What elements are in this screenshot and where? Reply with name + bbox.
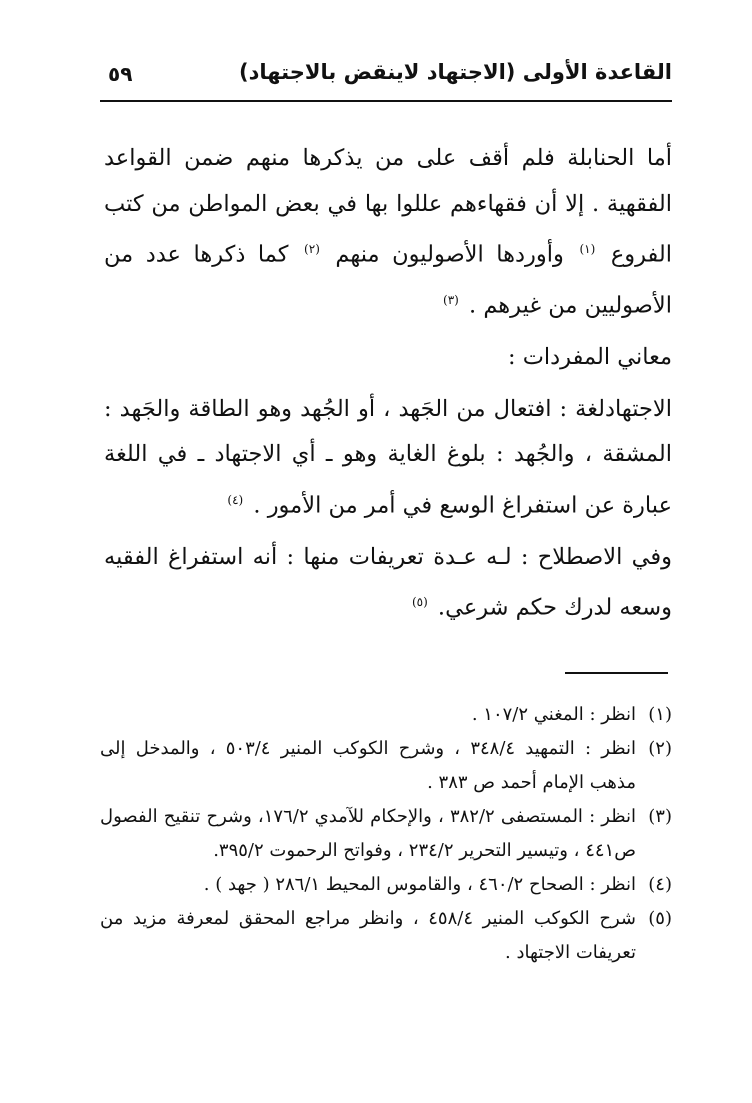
footnote-text: انظر : الصحاح ٤٦٠/٢ ، والقاموس المحيط ٢٨٦/١ ( جهد ) . [203, 874, 636, 895]
footnote-ref-5: (٥) [411, 595, 428, 609]
footnote-ref-2: (٢) [304, 242, 320, 256]
paragraph-language [104, 387, 672, 529]
footnote [100, 698, 672, 732]
footnote-number: (٣) [648, 806, 672, 827]
page-header [100, 58, 672, 94]
footnote-text: انظر : المغني ١٠٧/٢ . [471, 704, 636, 725]
footnote-ref-1: (١) [579, 242, 596, 256]
footnote-text: شرح الكوكب المنير ٤٥٨/٤ ، وانظر مراجع المحقق لمعرفة مزيد من تعريفات الاجتهاد . [100, 908, 636, 963]
footnote-separator [565, 672, 668, 674]
paragraph-text: وفي الاصطلاح : لـه عـدة تعريفات منها : أنه استفراغ الفقيه وسعه لدرك حكم شرعي. [104, 543, 672, 621]
footnote-ref-3: (٣) [443, 293, 459, 307]
footnote [100, 800, 672, 868]
paragraph-text: الاجتهادلغة : افتعال من الجَهد ، أو الجُهد وهو الطاقة والجَهد : المشقة ، والجُهد : بلوغ الغاية وهو ـ أي الاجتهاد ـ في اللغة عبارة عن استفراغ الوسع في أمر من الأمور . [104, 395, 672, 518]
footnote [100, 902, 672, 970]
footnote-number: (١) [648, 704, 672, 725]
footnote-number: (٢) [648, 738, 672, 759]
footnote-text: انظر : التمهيد ٣٤٨/٤ ، وشرح الكوكب المنير ٥٠٣/٤ ، والمدخل إلى مذهب الإمام أحمد ص ٣٨٣ . [100, 738, 637, 793]
section-heading: معاني المفردات : [507, 344, 672, 370]
main-text [104, 136, 672, 631]
footnotes [100, 698, 672, 970]
header-rule [100, 100, 672, 102]
footnote-number: (٤) [648, 874, 672, 895]
page-number: ٥٩ [108, 62, 133, 86]
paragraph-hanabila [104, 136, 672, 329]
footnote [100, 732, 672, 800]
footnote-text: انظر : المستصفى ٣٨٢/٢ ، والإحكام للآمدي ١٧٦/٢، وشرح تنقيح الفصول ص٤٤١ ، وتيسير التحرير ٢٣٤/٢ ، وفواتح الرحموت ٣٩٥/٢. [100, 806, 636, 861]
paragraph-terminology [104, 535, 672, 632]
footnote-ref-4: (٤) [227, 492, 244, 507]
paragraph-text: أما الحنابلة فلم أقف على من يذكرها منهم ضمن القواعد الفقهية . إلا أن فقهاءهم عللوا بها في بعض المواطن من كتب الفروع [104, 145, 673, 268]
footnote [100, 868, 672, 902]
footnote-number: (٥) [648, 908, 672, 929]
running-title: القاعدة الأولى (الاجتهاد لاينقض بالاجتهاد) [239, 60, 672, 84]
paragraph-text: كما ذكرها عدد من الأصوليين من غيرهم . [104, 241, 672, 319]
paragraph-text: وأوردها الأصوليون منهم [335, 241, 564, 268]
